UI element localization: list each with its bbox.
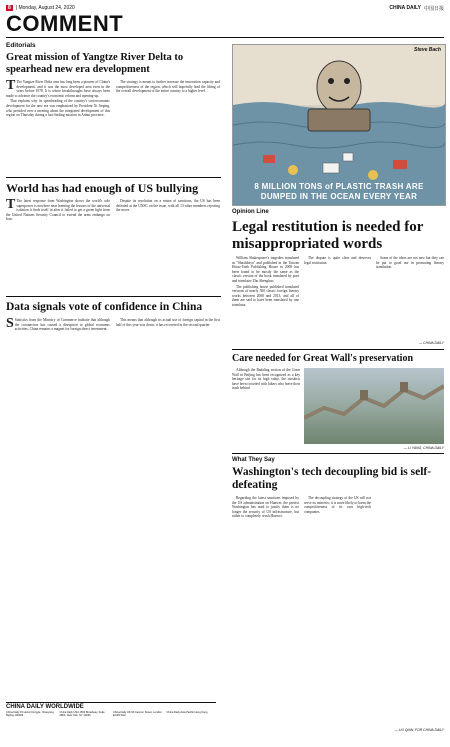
what-they-say-byline: — LIU QIAN, FOR CHINA DAILY — [394, 728, 444, 732]
worldwide-footer — [6, 702, 216, 743]
editorial-1-paragraph-2: That explains why its spearheading of the country's socioeconomic development for the new era was emphasized by President Xi Jinping, who presided over a meeting about the integrated development of this region on Thursday during a fact-finding mission in Anhui province. — [6, 99, 110, 118]
ocean-trash-illustration — [233, 45, 445, 205]
editorial-1-paragraph-3: The strategy is meant to further increase the innovation capacity and competitiveness of the region, which will hopefully lead the lifting of the overall development of the entire country to a higher level. — [116, 80, 220, 94]
divider — [6, 177, 221, 178]
editorial-2-paragraph-1: The latest response from Washington shows the world's sole superpower is nowhere near learning the lessons of the universal isolation it finds itself in after it failed to get a green light from the United Nations Security Council to extend the arms embargo on Iran. — [6, 199, 110, 222]
what-they-say-headline: Washington's tech decoupling bid is self-defeating — [232, 466, 432, 491]
what-they-say-column-1 — [232, 496, 299, 736]
issue-date: | Monday, August 24, 2020 — [15, 5, 75, 11]
footer-title: CHINA DAILY WORLDWIDE — [6, 704, 84, 710]
editorial-3-column-2 — [116, 318, 220, 698]
what-they-say-label: What They Say — [232, 457, 275, 463]
paper-name-chinese: 中国日报 — [423, 5, 444, 12]
editorial-3-column-1 — [6, 318, 110, 698]
editorial-headline-2: World has had enough of US bullying — [6, 181, 199, 195]
what-they-say-column-2 — [304, 496, 371, 736]
footer-col: China Daily Asia Pacific Hong Kong — [166, 711, 208, 714]
drop-cap: T — [6, 80, 16, 93]
opinion-byline: — CHINA DAILY — [418, 341, 444, 345]
editorial-2-column-1 — [6, 199, 110, 291]
footer-col: China Daily USA 1500 Broadway, Suite 2800, New York, NY 10036 — [59, 711, 105, 718]
cartoon-caption-1: 8 MILLION TONS of PLASTIC TRASH ARE — [254, 182, 424, 191]
opinion-paragraph-1: William Shakespeare's tragedies translated as "Shashibiya" and published in the Taiwan Hsiao-Yueh Publishing House in 2008 has been found to be mostly the same as the classic version of the book translated by poet and translator Zhu Shenghao. — [232, 256, 299, 283]
divider — [6, 296, 221, 297]
divider — [232, 453, 444, 454]
opinion-column-2 — [304, 256, 371, 346]
divider — [232, 349, 444, 350]
opinion-headline: Legal restitution is needed for misappropriated words — [232, 219, 424, 252]
editorial-cartoon — [232, 44, 446, 206]
opinion-paragraph-3: The dispute is quite clear and deserves legal restitution. — [304, 256, 371, 265]
drop-cap: T — [6, 199, 16, 212]
page-number: 8 — [8, 5, 11, 11]
care-column-1 — [232, 368, 300, 448]
editorial-2-column-2 — [116, 199, 220, 291]
opinion-column-1 — [232, 256, 299, 346]
footer-col: China Daily UK 90 Cannon Street, London EC4N 6HA — [113, 711, 162, 718]
cartoon-artist: Steve Bach — [414, 47, 441, 53]
editorial-3-paragraph-1: Statistics from the Ministry of Commerce indicate that although the coronavirus has caused a disruption to global economic activities, China remains a magnet for foreign direct investment. — [14, 318, 110, 332]
editorial-1-column-1 — [6, 80, 110, 172]
what-they-say-paragraph-1: Regarding the latest sanctions imposed by the US administration on Huawei, the pretext Washington has used to justify them is no longer the security of US infrastructure, but rather to completely crush Huawei. — [232, 496, 299, 519]
opinion-paragraph-4: Some of the ideas are not new but they can be put to good use in promoting literary translation. — [376, 256, 444, 270]
masthead-rule — [6, 37, 444, 38]
paper-name: CHINA DAILY — [389, 5, 421, 11]
what-they-say-paragraph-2: The decoupling strategy of the US will not serve its interests; it is more likely to harm the competitiveness of its own high-tech companies. — [304, 496, 371, 514]
editorial-3-paragraph-2: This means that although its actual use of foreign capital in the first half of this year was down, it has recovered in the second quarter. — [116, 318, 220, 327]
drop-cap: S — [6, 318, 14, 331]
section-masthead: COMMENT — [6, 11, 124, 36]
editorials-label: Editorials — [6, 42, 36, 49]
opinion-label: Opinion Line — [232, 209, 269, 215]
opinion-paragraph-2: The publishing house published translated versions of nearly 500 classic foreign literary works between 2008 and 2013, and all of them are said to have been translated by one translator. — [232, 284, 299, 307]
care-headline: Care needed for Great Wall's preservation — [232, 353, 414, 364]
cartoon-caption-2: DUMPED IN THE OCEAN EVERY YEAR — [260, 192, 418, 201]
editorial-1-paragraph-1: The Yangtze River Delta area has long been a pioneer of China's development, and it was the most developed area even in the years before 1978. It is where breakthroughs have always been made to advance the country's economic reform and opening-up. — [6, 80, 110, 98]
footer-col: China Daily 15 Huixin Dongjie, Chaoyang, Beijing 100029 — [6, 711, 55, 718]
editorial-headline-1: Great mission of Yangtze River Delta to spearhead new era development — [6, 52, 184, 75]
care-paragraph-1: Although the Badaling section of the Great Wall in Beijing has been recognized as a key heritage site for its high value, the outskirts have been crowded with hikers who leave their trash behind. — [232, 368, 300, 391]
editorial-2-paragraph-2: Despite its resolution on a return of sanctions, the US has been defeated at the UNSC on the issue, with all 13 other members rejecting the move. — [116, 199, 220, 213]
editorial-1-column-2 — [116, 80, 220, 172]
editorial-headline-3: Data signals vote of confidence in China — [6, 301, 203, 313]
great-wall-photo — [304, 368, 444, 444]
care-byline: — LI YANG, CHINA DAILY — [403, 446, 444, 450]
opinion-column-3 — [376, 256, 444, 340]
